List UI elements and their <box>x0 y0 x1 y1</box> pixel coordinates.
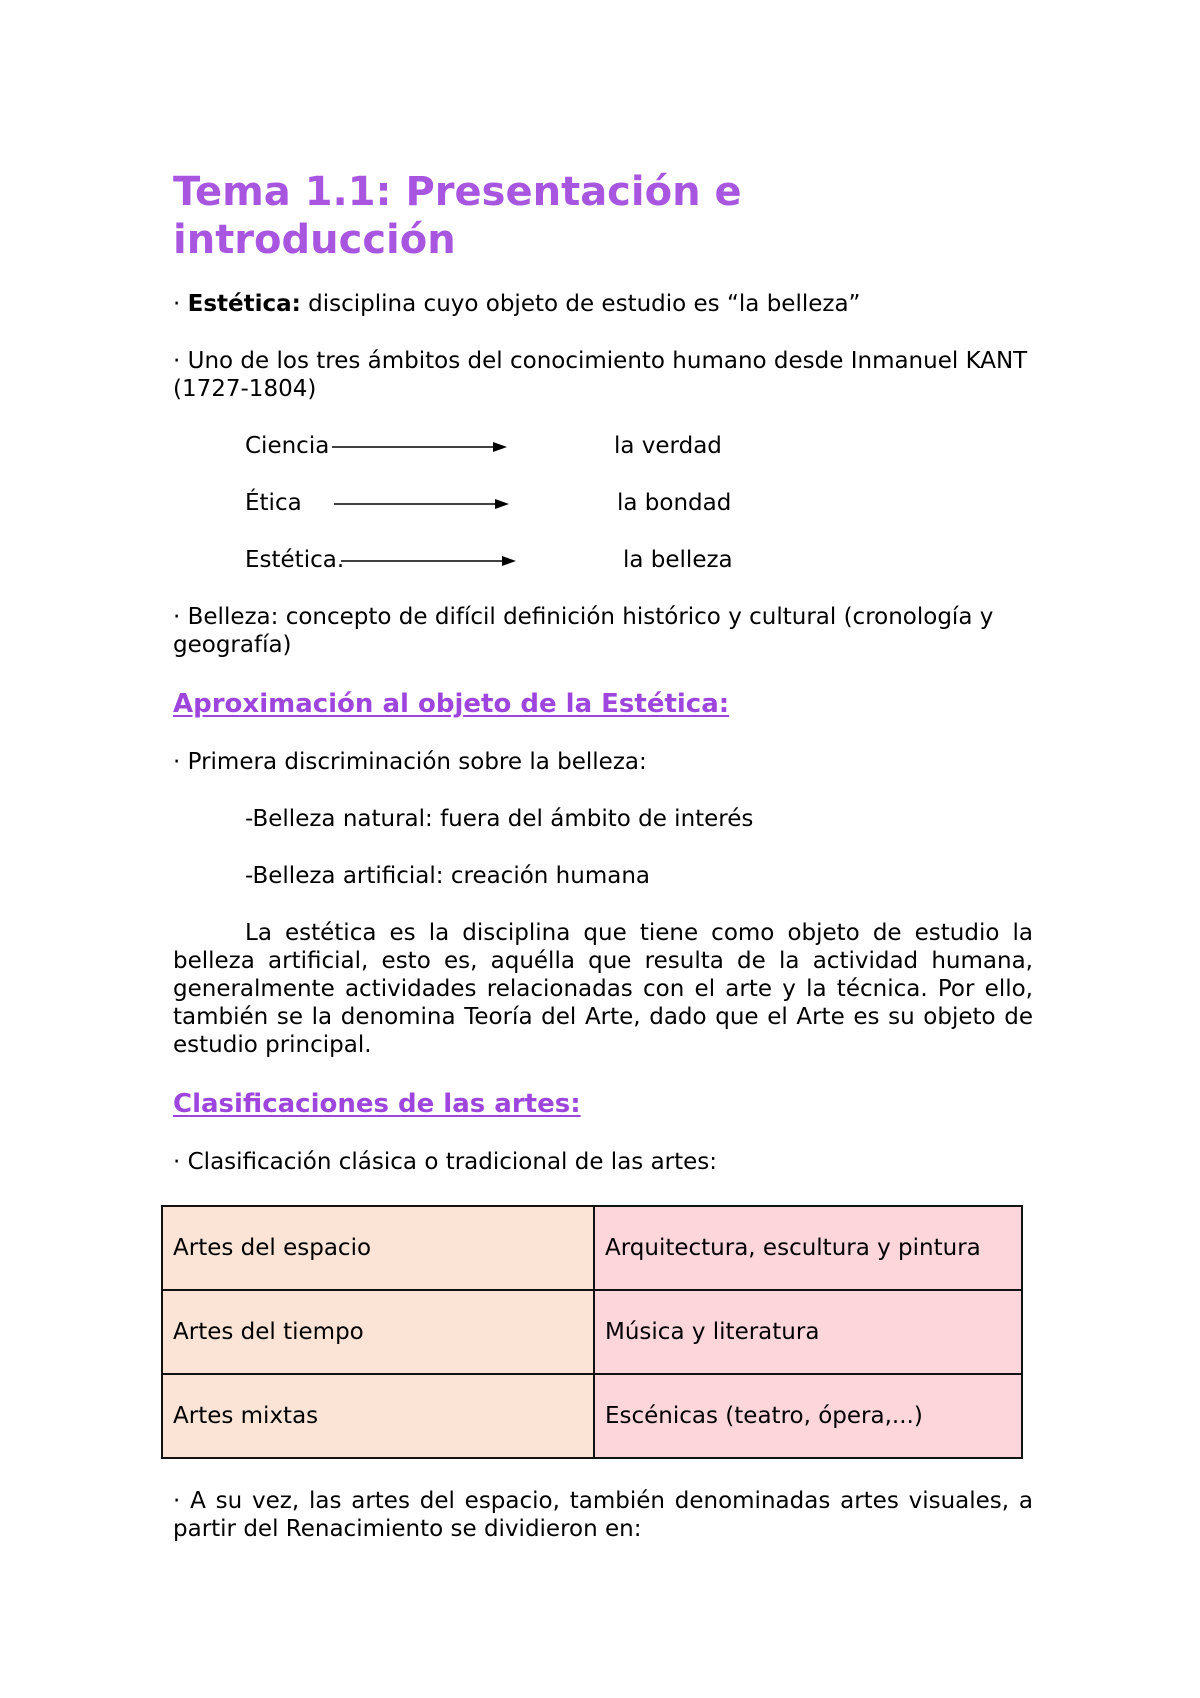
mapping-left: Estética. <box>245 547 345 573</box>
bullet-discriminacion: · Primera discriminación sobre la belleza: <box>173 749 647 775</box>
bullet-term: Estética: <box>187 291 301 317</box>
table-cell-category: Artes mixtas <box>162 1374 594 1458</box>
arrow-right-icon <box>332 442 507 452</box>
bullet-belleza: · Belleza: concepto de difícil definición histórico y cultural (cronología y geografía) <box>173 604 994 658</box>
mapping-right: la verdad <box>614 433 722 459</box>
bullet-marker: · <box>173 291 181 317</box>
table-row <box>162 1374 1022 1458</box>
table-cell-examples: Arquitectura, escultura y pintura <box>594 1206 1022 1290</box>
mapping-row-estetica <box>173 546 1033 603</box>
bullet-estetica <box>173 290 1033 318</box>
page-title: Tema 1.1: Presentación e introducción <box>173 169 742 263</box>
bullet-clasificacion: · Clasificación clásica o tradicional de las artes: <box>173 1149 718 1175</box>
table-cell-category: Artes del tiempo <box>162 1290 594 1374</box>
table-row <box>162 1206 1022 1290</box>
section-heading-aproximacion: Aproximación al objeto de la Estética: <box>173 689 730 719</box>
mapping-row-ciencia <box>173 432 1033 489</box>
mapping-row-etica <box>173 489 1033 546</box>
document-content <box>173 168 1033 1572</box>
bullet-kant: · Uno de los tres ámbitos del conocimiento humano desde Inmanuel KANT (1727-1804) <box>173 348 1028 402</box>
mapping-right: la bondad <box>617 490 732 516</box>
body-paragraph: La estética es la disciplina que tiene como objeto de estudio la belleza artificial, esto es, aquélla que resulta de la actividad humana, generalmente actividades relacionadas con el arte y la técnica. Por ello, también se la denomina Teoría del Arte, dado que el Arte es su objeto de estudio principal. <box>173 920 1033 1058</box>
table-cell-examples: Música y literatura <box>594 1290 1022 1374</box>
table-cell-examples: Escénicas (teatro, ópera,...) <box>594 1374 1022 1458</box>
bullet-definition: disciplina cuyo objeto de estudio es “la belleza” <box>308 291 861 317</box>
section-heading-clasificaciones: Clasificaciones de las artes: <box>173 1089 581 1119</box>
sub-item-belleza-artificial: -Belleza artificial: creación humana <box>245 863 651 889</box>
arts-classification-table <box>161 1205 1023 1459</box>
table-cell-category: Artes del espacio <box>162 1206 594 1290</box>
arrow-right-icon <box>334 499 509 509</box>
mapping-left: Ética <box>245 490 302 516</box>
sub-item-belleza-natural: -Belleza natural: fuera del ámbito de interés <box>245 806 754 832</box>
mapping-left: Ciencia <box>245 433 330 459</box>
mapping-right: la belleza <box>623 547 733 573</box>
bullet-artes-visuales: · A su vez, las artes del espacio, también denominadas artes visuales, a partir del Renacimiento se dividieron en: <box>173 1488 1033 1542</box>
table-row <box>162 1290 1022 1374</box>
arrow-right-icon <box>341 556 516 566</box>
